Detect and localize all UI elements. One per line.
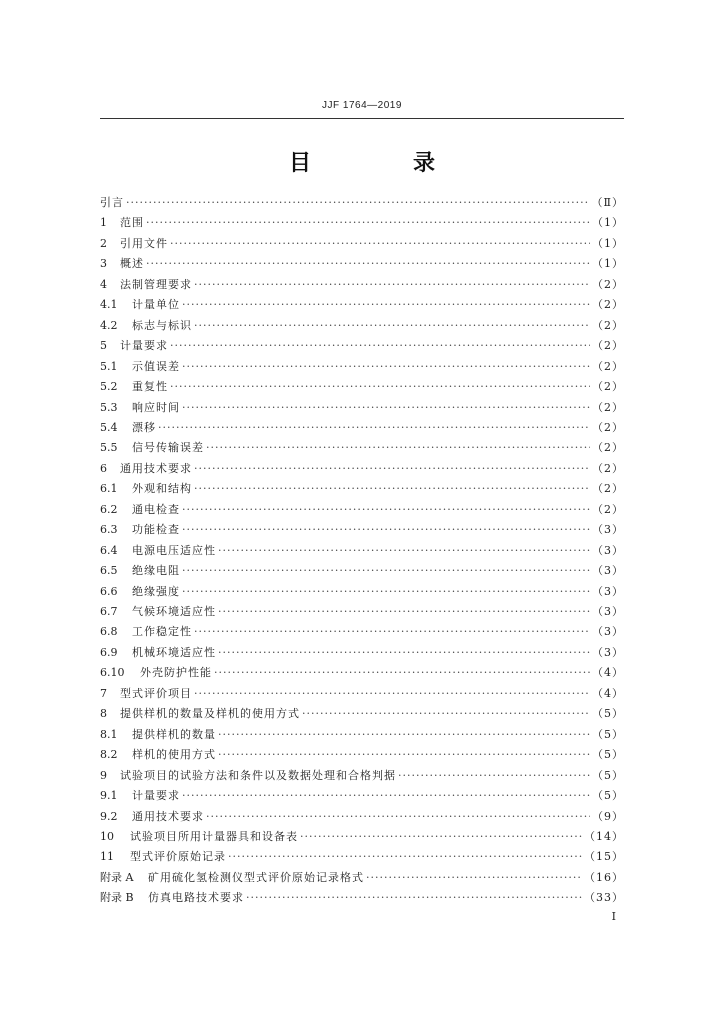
toc-entry-label: 型式评价原始记录 <box>130 850 226 864</box>
toc-entry-number: 6.8 <box>100 625 118 639</box>
toc-entry-number: 6.4 <box>100 543 118 557</box>
toc-entry[interactable] <box>100 869 624 887</box>
toc-entry-page: （16） <box>584 870 624 884</box>
toc-entry[interactable] <box>100 255 624 273</box>
toc-leader-dots <box>170 235 590 253</box>
toc-leader-dots <box>194 685 590 703</box>
toc-entry[interactable] <box>100 664 624 682</box>
toc-entry-label: 计量要求 <box>132 789 180 803</box>
toc-entry-label: 范围 <box>120 216 144 230</box>
toc-entry[interactable] <box>100 726 624 744</box>
toc-leader-dots <box>366 869 582 887</box>
toc-entry-page: （2） <box>592 441 624 455</box>
toc-entry-number: 6 <box>100 461 107 475</box>
toc-entry-page: （5） <box>592 727 624 741</box>
toc-entry-label: 工作稳定性 <box>132 625 192 639</box>
toc-entry-label: 重复性 <box>132 380 168 394</box>
toc-entry[interactable] <box>100 358 624 376</box>
header-rule <box>100 118 624 119</box>
toc-leader-dots <box>206 439 590 457</box>
toc-entry-page: （2） <box>592 461 624 475</box>
toc-entry-label: 仿真电路技术要求 <box>148 891 244 905</box>
toc-entry-number: 8.2 <box>100 748 118 762</box>
toc-entry-number: 8.1 <box>100 727 118 741</box>
toc-entry-label: 引用文件 <box>120 236 168 250</box>
toc-leader-dots <box>300 828 582 846</box>
toc-entry-label: 通电检查 <box>132 502 180 516</box>
toc-leader-dots <box>146 214 590 232</box>
toc-entry-label: 绝缘电阻 <box>132 564 180 578</box>
toc-entry-label: 通用技术要求 <box>132 809 204 823</box>
toc-entry[interactable] <box>100 767 624 785</box>
toc-entry[interactable] <box>100 460 624 478</box>
toc-entry[interactable] <box>100 399 624 417</box>
toc-entry[interactable] <box>100 562 624 580</box>
toc-leader-dots <box>170 337 590 355</box>
page-number: Ⅰ <box>611 910 616 923</box>
toc-entry-number: 7 <box>100 686 107 700</box>
toc-entry-page: （5） <box>592 789 624 803</box>
toc-entry-label: 提供样机的数量及样机的使用方式 <box>120 707 300 721</box>
toc-entry-number: 9.2 <box>100 809 118 823</box>
toc-entry-number: 6.10 <box>100 666 125 680</box>
toc-entry-page: （2） <box>592 318 624 332</box>
toc-leader-dots <box>182 296 590 314</box>
toc-entry-label: 漂移 <box>132 420 156 434</box>
toc-leader-dots <box>182 521 590 539</box>
toc-entry-number: 4.1 <box>100 298 118 312</box>
toc-leader-dots <box>194 317 590 335</box>
toc-leader-dots <box>194 460 590 478</box>
toc-entry-label: 气候环境适应性 <box>132 605 216 618</box>
toc-entry[interactable] <box>100 480 624 498</box>
toc-leader-dots <box>182 562 590 580</box>
toc-entry-label: 计量要求 <box>120 339 168 353</box>
toc-entry-label: 电源电压适应性 <box>132 543 216 557</box>
toc-entry-label: 计量单位 <box>132 298 180 312</box>
toc-entry-label: 标志与标识 <box>132 318 192 332</box>
toc-entry-label: 型式评价项目 <box>120 686 192 700</box>
toc-entry-page: （2） <box>592 359 624 373</box>
toc-entry-page: （1） <box>592 216 624 230</box>
toc-entry[interactable] <box>100 889 624 907</box>
toc-entry-label: 概述 <box>120 257 144 271</box>
toc-entry[interactable] <box>100 644 624 662</box>
toc-entry[interactable] <box>100 583 624 601</box>
toc-entry-number: 4 <box>100 277 107 291</box>
toc-entry-label: 外观和结构 <box>132 482 192 496</box>
toc-entry[interactable] <box>100 501 624 519</box>
toc-entry-page: （3） <box>592 523 624 537</box>
toc-entry-number: 6.2 <box>100 502 118 516</box>
toc-leader-dots <box>126 194 590 212</box>
toc-entry[interactable] <box>100 808 624 826</box>
toc-entry-page: （3） <box>592 645 624 659</box>
toc-leader-dots <box>182 501 590 519</box>
toc-entry-number: 1 <box>100 216 107 230</box>
toc-entry-number: 8 <box>100 707 107 721</box>
toc-leader-dots <box>194 276 590 294</box>
toc-leader-dots <box>302 705 590 723</box>
toc-entry[interactable] <box>100 235 624 253</box>
toc-leader-dots <box>228 848 582 866</box>
toc-entry-number: 5 <box>100 339 107 353</box>
page-title: 目 录 <box>288 151 475 176</box>
toc-entry[interactable] <box>100 521 624 539</box>
toc-entry[interactable] <box>100 787 624 805</box>
toc-entry-number: 9 <box>100 768 107 782</box>
toc-entry-page: （4） <box>592 666 624 680</box>
toc-entry-page: （5） <box>592 768 624 782</box>
toc-entry[interactable] <box>100 828 624 846</box>
toc-entry-label: 法制管理要求 <box>120 277 192 291</box>
toc-entry-page: （3） <box>592 605 624 618</box>
toc-leader-dots <box>194 623 590 641</box>
toc-leader-dots <box>218 603 590 621</box>
toc-entry-page: （5） <box>592 748 624 762</box>
toc-entry[interactable] <box>100 276 624 294</box>
toc-entry-page: （2） <box>592 298 624 312</box>
toc-entry-page: （4） <box>592 686 624 700</box>
toc-leader-dots <box>182 399 590 417</box>
toc-entry[interactable] <box>100 623 624 641</box>
toc-entry[interactable] <box>100 296 624 314</box>
toc-entry-page: （2） <box>592 502 624 516</box>
toc-leader-dots <box>194 480 590 498</box>
toc-entry-label: 示值误差 <box>132 359 180 373</box>
toc-entry-number: 5.4 <box>100 420 118 434</box>
toc-entry-label: 样机的使用方式 <box>132 748 216 762</box>
toc-entry-page: （2） <box>592 380 624 394</box>
toc-entry-page: （2） <box>592 482 624 496</box>
toc-entry-page: （2） <box>592 400 624 414</box>
toc-entry-page: （3） <box>592 584 624 598</box>
toc-entry-page: （2） <box>592 420 624 434</box>
toc-leader-dots <box>218 644 590 662</box>
toc-entry-page: （2） <box>592 339 624 353</box>
toc-entry[interactable] <box>100 214 624 232</box>
toc-entry-number: 4.2 <box>100 318 118 332</box>
toc-entry[interactable] <box>100 317 624 335</box>
toc-entry[interactable] <box>100 542 624 560</box>
toc-entry-number: 11 <box>100 850 114 864</box>
toc-entry[interactable] <box>100 378 624 396</box>
toc-entry[interactable] <box>100 685 624 703</box>
toc-leader-dots <box>146 255 590 273</box>
toc-leader-dots <box>158 419 590 437</box>
toc-entry-page: （14） <box>584 829 624 843</box>
toc-entry-number: 附录 B <box>100 891 134 905</box>
document-header: JJF 1764—2019 <box>322 100 402 111</box>
toc-leader-dots <box>246 889 582 907</box>
toc-entry-label: 引言 <box>100 196 124 209</box>
toc-entry-page: （9） <box>592 809 624 823</box>
toc-entry-number: 5.3 <box>100 400 118 414</box>
toc-entry-label: 矿用硫化氢检测仪型式评价原始记录格式 <box>148 870 364 884</box>
toc-entry[interactable] <box>100 848 624 866</box>
toc-leader-dots <box>218 726 590 744</box>
toc-entry-label: 试验项目的试验方法和条件以及数据处理和合格判据 <box>120 768 396 782</box>
toc-entry-page: （Ⅱ） <box>591 196 624 209</box>
toc-leader-dots <box>182 358 590 376</box>
toc-entry-label: 试验项目所用计量器具和设备表 <box>130 829 298 843</box>
toc-entry[interactable] <box>100 439 624 457</box>
toc-entry-page: （1） <box>592 257 624 271</box>
toc-entry-number: 3 <box>100 257 107 271</box>
toc-entry-label: 绝缘强度 <box>132 584 180 598</box>
toc-entry-label: 提供样机的数量 <box>132 727 216 741</box>
toc-entry[interactable] <box>100 419 624 437</box>
toc-leader-dots <box>206 808 590 826</box>
toc-entry-label: 响应时间 <box>132 400 180 414</box>
toc-entry[interactable] <box>100 603 624 621</box>
toc-entry-number: 6.3 <box>100 523 118 537</box>
toc-entry-page: （3） <box>592 564 624 578</box>
toc-entry[interactable] <box>100 337 624 355</box>
toc-leader-dots <box>214 664 590 682</box>
toc-entry-number: 5.1 <box>100 359 118 373</box>
toc-entry-number: 10 <box>100 829 114 843</box>
toc-leader-dots <box>218 746 590 764</box>
toc-entry-page: （3） <box>592 543 624 557</box>
toc-entry-number: 5.5 <box>100 441 118 455</box>
toc-entry-number: 6.7 <box>100 605 118 618</box>
toc-entry-label: 信号传输误差 <box>132 441 204 455</box>
toc-leader-dots <box>218 542 590 560</box>
toc-leader-dots <box>398 767 590 785</box>
toc-entry-number: 6.1 <box>100 482 118 496</box>
toc-leader-dots <box>182 583 590 601</box>
toc-entry-label: 功能检查 <box>132 523 180 537</box>
toc-entry-number: 5.2 <box>100 380 118 394</box>
toc-entry-page: （3） <box>592 625 624 639</box>
toc-entry-page: （15） <box>584 850 624 864</box>
toc-entry-number: 6.9 <box>100 645 118 659</box>
toc-entry[interactable] <box>100 194 624 212</box>
toc-entry-label: 机械环境适应性 <box>132 645 216 659</box>
toc-entry-page: （2） <box>592 277 624 291</box>
toc-entry-label: 外壳防护性能 <box>140 666 212 680</box>
toc-entry-number: 6.5 <box>100 564 118 578</box>
toc-entry-number: 2 <box>100 236 107 250</box>
toc-entry[interactable] <box>100 746 624 764</box>
toc-entry-label: 通用技术要求 <box>120 461 192 475</box>
toc-entry-page: （5） <box>592 707 624 721</box>
toc-leader-dots <box>170 378 590 396</box>
toc-leader-dots <box>182 787 590 805</box>
toc-entry-number: 附录 A <box>100 870 134 884</box>
toc-entry-page: （1） <box>592 236 624 250</box>
toc-entry-number: 9.1 <box>100 789 118 803</box>
toc-entry-number: 6.6 <box>100 584 118 598</box>
toc-entry-page: （33） <box>584 891 624 905</box>
toc-entry[interactable] <box>100 705 624 723</box>
